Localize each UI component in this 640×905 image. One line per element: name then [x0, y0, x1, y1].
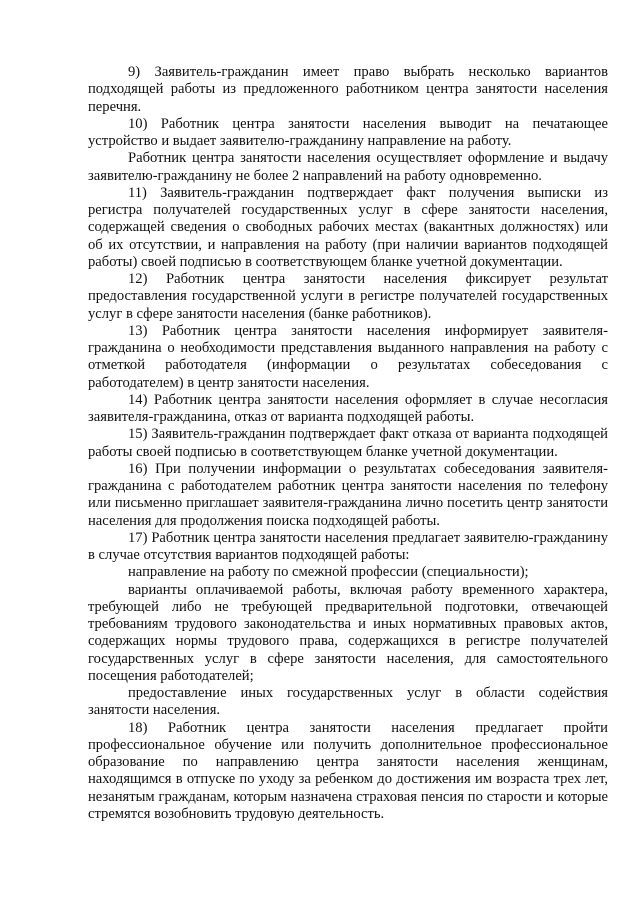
paragraph-item-17-option-1: направление на работу по смежной профессии (специальности);	[128, 564, 529, 581]
paragraph-item-10: 10) Работник центра занятости населения выводит на печатающее устройство и выдает заявителю-гражданину направление на работу.	[88, 115, 608, 149]
paragraph-item-17-option-3: предоставление иных государственных услуг в области содействия занятости населения.	[88, 685, 608, 719]
paragraph-item-9: 9) Заявитель-гражданин имеет право выбрать несколько вариантов подходящей работы из предложенного работником центра занятости населения перечня.	[88, 64, 608, 115]
paragraph-item-15: 15) Заявитель-гражданин подтверждает факт отказа от варианта подходящей работы своей подписью в соответствующем бланке учетной документации.	[88, 426, 608, 460]
paragraph-item-13: 13) Работник центра занятости населения информирует заявителя-гражданина о необходимости представления выданного направления на работу с отметкой работодателя (информации о результатах собеседования с работодателем) в центр занятости населения.	[88, 322, 608, 391]
paragraph-item-11: 11) Заявитель-гражданин подтверждает факт получения выписки из регистра получателей государственных услуг в сфере занятости населения, содержащей сведения о свободных рабочих местах (вакантных должностях) или об их отсутствии, и направления на работу (при наличии вариантов подходящей работы) своей подписью в соответствующем бланке учетной документации.	[88, 184, 608, 270]
paragraph-item-14: 14) Работник центра занятости населения оформляет в случае несогласия заявителя-гражданина, отказ от варианта подходящей работы.	[88, 391, 608, 425]
paragraph-item-10-note: Работник центра занятости населения осуществляет оформление и выдачу заявителю-гражданину не более 2 направлений на работу одновременно.	[88, 150, 608, 184]
document-body	[88, 64, 608, 823]
paragraph-item-16: 16) При получении информации о результатах собеседования заявителя-гражданина с работодателем работник центра занятости населения по телефону или письменно приглашает заявителя-гражданина лично посетить центр занятости населения для продолжения поиска подходящей работы.	[88, 460, 608, 529]
paragraph-item-18: 18) Работник центра занятости населения предлагает пройти профессиональное обучение или получить дополнительное профессиональное образование по направлению центра занятости населения женщинам, находящимся в отпуске по уходу за ребенком до достижения им возраста трех лет, незанятым гражданам, которым назначена страховая пенсия по старости и которые стремятся возобновить трудовую деятельность.	[88, 719, 608, 822]
paragraph-item-12: 12) Работник центра занятости населения фиксирует результат предоставления государственной услуги в регистре получателей государственных услуг в сфере занятости населения (банке работников).	[88, 271, 608, 322]
paragraph-item-17-option-2: варианты оплачиваемой работы, включая работу временного характера, требующей либо не требующей предварительной подготовки, отвечающей требованиям трудового законодательства и иных нормативных правовых актов, содержащих нормы трудового права, содержащихся в регистре получателей государственных услуг в сфере занятости населения, для самостоятельного посещения работодателей;	[88, 581, 608, 684]
paragraph-item-17: 17) Работник центра занятости населения предлагает заявителю-гражданину в случае отсутствия вариантов подходящей работы:	[88, 529, 608, 563]
